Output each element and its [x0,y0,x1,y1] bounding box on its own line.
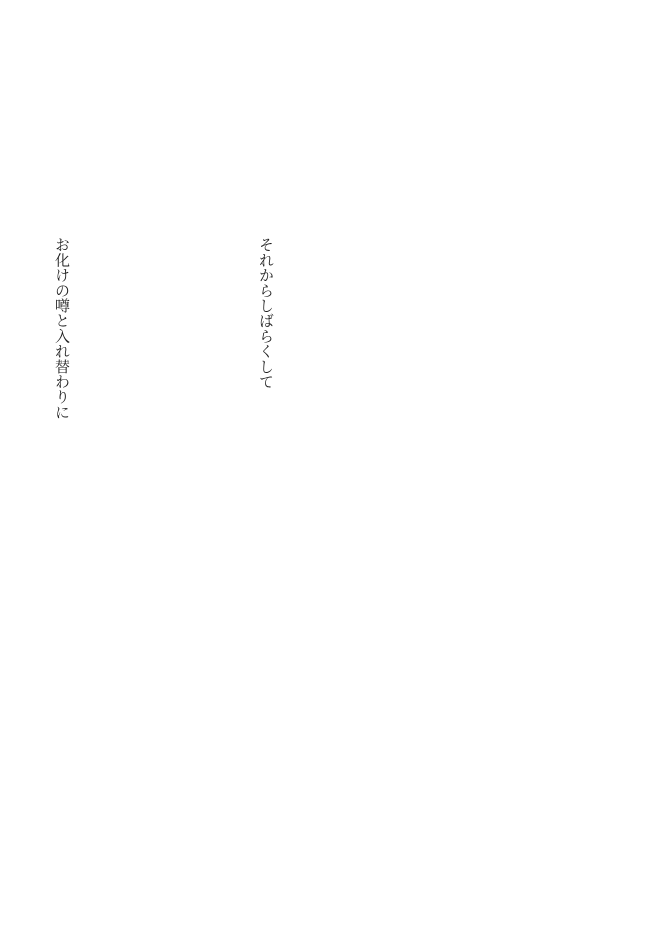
caption-line-2: お化けの噂と入れ替わりに [53,237,69,420]
vertical-caption-block [0,237,435,857]
caption-line-1: それからしばらくして [257,237,273,389]
